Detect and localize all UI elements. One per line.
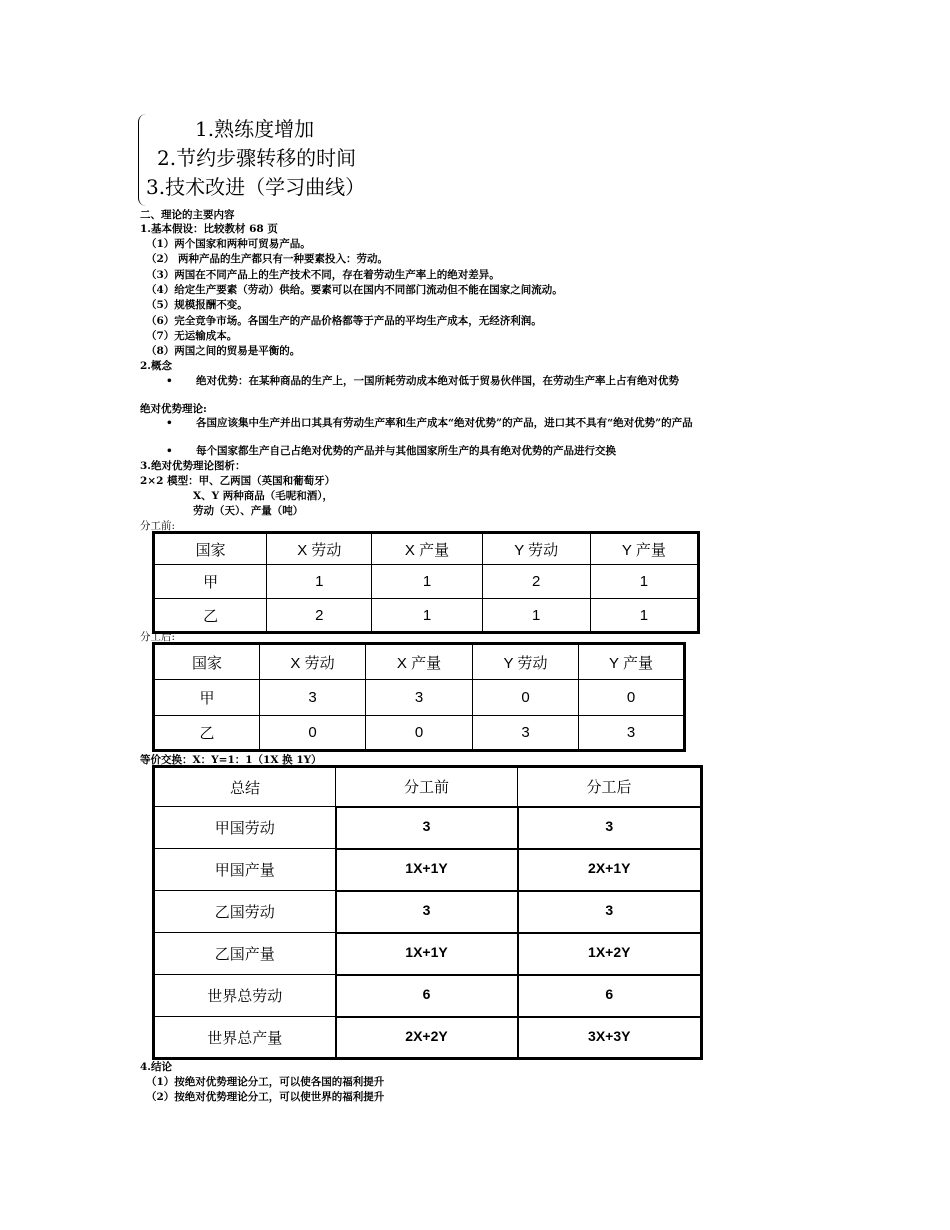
- table-cell: 3: [260, 680, 366, 715]
- table-cell: 0: [579, 680, 685, 715]
- before-label: 分工前:: [140, 520, 176, 532]
- table-header-cell: Y 劳动: [482, 533, 590, 565]
- table-cell: 1: [267, 565, 372, 599]
- table-header-cell: Y 产量: [590, 533, 698, 565]
- summary-row: [154, 807, 702, 849]
- section-title: 二、理论的主要内容: [140, 209, 235, 221]
- model-line-1: 2×2 模型：甲、乙两国（英国和葡萄牙）: [140, 475, 336, 487]
- table-header-cell: X 劳动: [267, 533, 372, 565]
- assumption-3: （3）两国在不同产品上的生产技术不同，存在着劳动生产率上的绝对差异。: [146, 269, 500, 281]
- summary-value-before: 3: [336, 891, 518, 933]
- model-line-3: 劳动（天）、产量（吨）: [193, 505, 304, 517]
- table-cell: 1: [590, 565, 698, 599]
- model-line-2: X、Y 两种商品（毛呢和酒），: [193, 490, 334, 502]
- summary-row-label: 甲国产量: [154, 849, 336, 891]
- concept-bullet: • 绝对优势：在某种商品的生产上，一国所耗劳动成本绝对低于贸易伙伴国，在劳动生产率上占有绝对优势: [196, 374, 679, 389]
- after-label: 分工后:: [140, 631, 176, 643]
- table-cell: 乙: [154, 715, 260, 750]
- summary-table: [152, 765, 703, 1060]
- summary-value-after: 3: [518, 807, 702, 849]
- summary-value-after: 2X+1Y: [518, 849, 702, 891]
- table-header-cell: X 产量: [366, 644, 473, 680]
- table-before: [152, 531, 700, 634]
- summary-row-label: 乙国劳动: [154, 891, 336, 933]
- table-cell: 3: [579, 715, 685, 750]
- theory-bullet-1: • 各国应该集中生产并出口其具有劳动生产率和生产成本“绝对优势”的产品，进口其不具有“绝对优势”的产品: [196, 416, 693, 431]
- summary-value-before: 6: [336, 975, 518, 1017]
- summary-row: [154, 1017, 702, 1059]
- table-header-cell: X 产量: [372, 533, 482, 565]
- summary-row-label: 乙国产量: [154, 933, 336, 975]
- conclusion-1: （1）按绝对优势理论分工，可以使各国的福利提升: [146, 1076, 385, 1088]
- table-cell: 0: [473, 680, 579, 715]
- summary-row-label: 世界总产量: [154, 1017, 336, 1059]
- assumption-4: （4）给定生产要素（劳动）供给。要素可以在国内不同部门流动但不能在国家之间流动。: [146, 284, 563, 296]
- table-row: [154, 680, 685, 715]
- conclusion-2: （2）按绝对优势理论分工，可以使世界的福利提升: [146, 1091, 385, 1103]
- summary-value-before: 1X+1Y: [336, 849, 518, 891]
- table-row: [154, 715, 685, 750]
- table-cell: 0: [260, 715, 366, 750]
- assumption-5: （5）规模报酬不变。: [146, 299, 248, 311]
- assumption-7: （7）无运输成本。: [146, 330, 238, 342]
- assumption-8: （8）两国之间的贸易是平衡的。: [146, 345, 301, 357]
- assumption-6: （6）完全竞争市场。各国生产的产品价格都等于产品的平均生产成本，无经济利润。: [146, 315, 542, 327]
- summary-row-label: 世界总劳动: [154, 975, 336, 1017]
- summary-value-before: 3: [336, 807, 518, 849]
- table-before-header-row: [154, 533, 699, 565]
- summary-header-cell: 分工前: [336, 767, 518, 807]
- table-header-cell: Y 产量: [579, 644, 685, 680]
- summary-value-after: 6: [518, 975, 702, 1017]
- summary-header-cell: 分工后: [518, 767, 702, 807]
- summary-row: [154, 891, 702, 933]
- table-after-header-row: [154, 644, 685, 680]
- table-cell: 乙: [154, 599, 267, 633]
- summary-row: [154, 975, 702, 1017]
- summary-value-after: 3: [518, 891, 702, 933]
- table-cell: 0: [366, 715, 473, 750]
- summary-value-before: 2X+2Y: [336, 1017, 518, 1059]
- conclusion-title: 4.结论: [140, 1061, 172, 1073]
- table-header-cell: Y 劳动: [473, 644, 579, 680]
- table-cell: 2: [267, 599, 372, 633]
- table-header-cell: 国家: [154, 533, 267, 565]
- table-row: [154, 599, 699, 633]
- table-cell: 1: [482, 599, 590, 633]
- summary-header-cell: 总结: [154, 767, 336, 807]
- table-header-cell: X 劳动: [260, 644, 366, 680]
- diagram-title: 3.绝对优势理论图析：: [140, 460, 246, 472]
- table-cell: 1: [372, 565, 482, 599]
- assumption-2: （2） 两种产品的生产都只有一种要素投入：劳动。: [146, 253, 388, 265]
- header-item-1: 1.熟练度增加: [195, 117, 315, 141]
- concept-title: 2.概念: [140, 360, 172, 372]
- table-header-cell: 国家: [154, 644, 260, 680]
- table-cell: 甲: [154, 680, 260, 715]
- theory-bullet-2: • 每个国家都生产自己占绝对优势的产品并与其他国家所生产的具有绝对优势的产品进行交换: [196, 444, 616, 459]
- summary-row: [154, 849, 702, 891]
- table-cell: 3: [366, 680, 473, 715]
- summary-value-after: 3X+3Y: [518, 1017, 702, 1059]
- header-item-2: 2.节约步骤转移的时间: [157, 146, 357, 170]
- header-item-3: 3.技术改进（学习曲线）: [146, 175, 366, 199]
- summary-row: [154, 933, 702, 975]
- table-cell: 1: [372, 599, 482, 633]
- table-row: [154, 565, 699, 599]
- table-cell: 2: [482, 565, 590, 599]
- table-cell: 甲: [154, 565, 267, 599]
- summary-value-before: 1X+1Y: [336, 933, 518, 975]
- table-cell: 3: [473, 715, 579, 750]
- summary-row-label: 甲国劳动: [154, 807, 336, 849]
- table-cell: 1: [590, 599, 698, 633]
- summary-header-row: [154, 767, 702, 807]
- theory-title: 绝对优势理论:: [140, 403, 207, 415]
- summary-value-after: 1X+2Y: [518, 933, 702, 975]
- assumption-1: （1）两个国家和两种可贸易产品。: [146, 238, 311, 250]
- exchange-label: 等价交换：X：Y=1：1（1X 换 1Y）: [140, 754, 322, 766]
- assumptions-title: 1.基本假设：比较教材 68 页: [140, 223, 278, 235]
- table-after: [152, 642, 686, 752]
